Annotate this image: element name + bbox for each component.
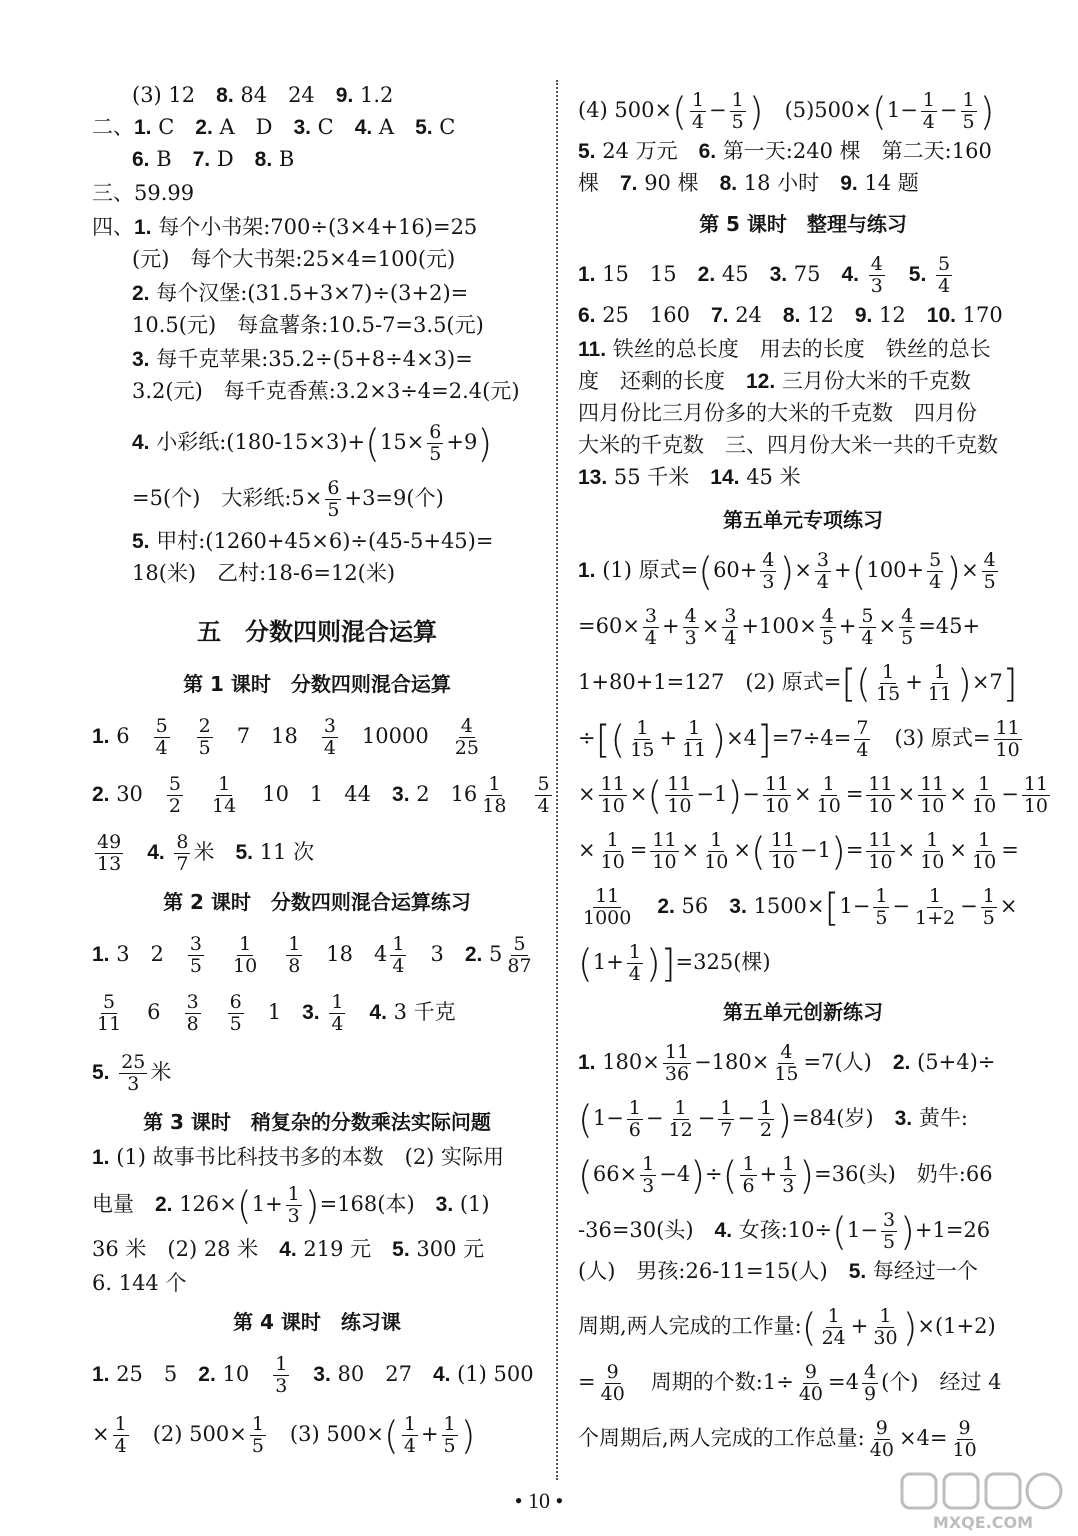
section-heading: 第五单元创新练习 [723, 1000, 883, 1024]
fraction: $\frac{11}{10}$ [868, 829, 893, 873]
answer-line: 二、1. C 2. A D 3. C 4. A 5. C [92, 115, 456, 139]
answer-line: (66× $\frac{1}{3}$ −4)÷( $\frac{1}{6}$ + $\frac{1}{3}$ )=36(头) 奶牛:66 [578, 1153, 993, 1198]
fraction: $\frac{1}{4}$ [691, 89, 705, 133]
answer-line: 13. 55 千米 14. 45 米 [578, 465, 801, 489]
fraction: $\frac{11}{10}$ [770, 829, 796, 873]
section-heading: 第 3 课时 稍复杂的分数乘法实际问题 [143, 1110, 491, 1134]
answer-line: 2. 每个汉堡:(31.5+3×7)÷(3+2)= [132, 281, 469, 305]
answer-line: 电量 2. 126×(1+ $\frac{1}{3}$ )=168(本) 3. (1) [92, 1183, 490, 1228]
page-number: • 10 • [514, 1488, 564, 1513]
answer-line: 1. (1) 原式=(60+ $\frac{4}{3}$ )× $\frac{3}{4}$ +(100+ $\frac{5}{4}$ )× $\frac{4}{5}$ [578, 549, 996, 594]
fraction: $\frac{1}{7}$ [720, 1097, 733, 1141]
answer-line: 个周期后,两人完成的工作总量: $\frac{9}{40}$ ×4= $\frac{9}{10}$ [578, 1417, 977, 1461]
fraction: $\frac{6}{5}$ [229, 991, 242, 1035]
fraction: $\frac{3}{5}$ [882, 1209, 896, 1253]
fraction: $\frac{1}{6}$ [628, 1097, 641, 1141]
answer-line: 5. 甲村:(1260+45×6)÷(45-5+45)= [132, 529, 494, 553]
fraction: $\frac{1}{3}$ [275, 1353, 288, 1397]
answer-line: 大米的千克数 三、四月份大米一共的千克数 [578, 433, 998, 457]
watermark-logo [898, 1470, 1068, 1532]
answer-line: 1+80+1=127 (2) 原式=[( $\frac{1}{15}$ + $\frac{1}{11}$ )×7] [578, 661, 1018, 706]
fraction: $\frac{11}{10}$ [868, 773, 893, 817]
fraction: $\frac{11}{10}$ [600, 773, 625, 817]
section-heading: 第 2 课时 分数四则混合运算练习 [163, 890, 471, 914]
fraction: $\frac{9}{10}$ [952, 1417, 977, 1461]
fraction: $\frac{6}{5}$ [327, 477, 340, 521]
fraction: $\frac{3}{4}$ [644, 605, 658, 649]
fraction: $\frac{1}{10}$ [920, 829, 945, 873]
fraction: $\frac{9}{40}$ [869, 1417, 894, 1461]
answer-line: $\frac{11}{1000}$ 2. 56 3. 1500×[1− $\frac{1}{5}$ − $\frac{1}{1+2}$ − $\frac{1}{5}$ × [583, 885, 1018, 930]
fraction: $\frac{1}{5}$ [251, 1413, 264, 1457]
fraction: $\frac{11}{10}$ [667, 773, 692, 817]
fraction: $\frac{4}{15}$ [774, 1041, 799, 1085]
answer-line: (人) 男孩:26-11=15(人) 5. 每经过一个 [578, 1259, 978, 1283]
fraction: $\frac{1}{10}$ [704, 829, 729, 873]
fraction: $\frac{1}{24}$ [821, 1305, 846, 1349]
fraction: $\frac{49}{13}$ [97, 831, 122, 875]
fraction: $\frac{1}{15}$ [630, 717, 655, 761]
answer-line: =60× $\frac{3}{4}$ + $\frac{4}{3}$ × $\frac{3}{4}$ +100× $\frac{4}{5}$ + $\frac{5}{4}$ × $\frac{4}{5}$ =45+ [578, 605, 981, 649]
fraction: $\frac{4}{25}$ [454, 715, 479, 759]
fraction: $\frac{11}{10}$ [1023, 773, 1048, 817]
fraction: $\frac{5}{4}$ [861, 605, 874, 649]
fraction: $\frac{1}{5}$ [962, 89, 975, 133]
answer-line: 3. 每千克苹果:35.2÷(5+8÷4×3)= [132, 347, 473, 371]
fraction: $\frac{1}{3}$ [287, 1183, 300, 1227]
fraction: $\frac{1}{5}$ [731, 89, 744, 133]
answer-line: (1− $\frac{1}{6}$ − $\frac{1}{12}$ − $\frac{1}{7}$ − $\frac{1}{2}$ )=84(岁) 3. 黄牛: [578, 1097, 968, 1142]
fraction: $\frac{1}{15}$ [876, 661, 901, 705]
fraction: $\frac{11}{10}$ [920, 773, 945, 817]
answer-line: 5. 24 万元 6. 第一天:240 棵 第二天:160 [578, 139, 992, 163]
fraction: $\frac{4}{5}$ [901, 605, 914, 649]
answer-line: 四、1. 每个小书架:700÷(3×4+16)=25 [92, 215, 478, 239]
answer-line: =5(个) 大彩纸:5× $\frac{6}{5}$ +3=9(个) [132, 477, 444, 521]
answer-line: -36=30(头) 4. 女孩:10÷(1− $\frac{3}{5}$ )+1=26 [578, 1209, 991, 1254]
fraction: $\frac{11}{1000}$ [583, 885, 632, 929]
fraction: $\frac{11}{10}$ [652, 829, 677, 873]
fraction: $\frac{3}{5}$ [189, 933, 203, 977]
fraction: $\frac{5}{2}$ [168, 773, 182, 817]
answer-line: 3.2(元) 每千克香蕉:3.2×3÷4=2.4(元) [132, 379, 520, 403]
fraction: $\frac{5}{4}$ [929, 549, 942, 593]
fraction: $\frac{1}{4}$ [922, 89, 935, 133]
answer-line: 1. 15 15 2. 45 3. 75 4. $\frac{4}{3}$ 5. $\frac{5}{4}$ [578, 253, 951, 297]
fraction: $\frac{1}{5}$ [982, 885, 995, 929]
fraction: $\frac{3}{8}$ [186, 991, 199, 1035]
fraction: $\frac{11}{36}$ [664, 1041, 690, 1085]
section-heading: 第 1 课时 分数四则混合运算 [183, 672, 451, 696]
answer-line: $\frac{49}{13}$ 4. $\frac{8}{7}$ 米 5. 11 次 [97, 831, 315, 875]
fraction: $\frac{1}{18}$ [482, 773, 507, 817]
answer-line: 18(米) 乙村:18-6=12(米) [132, 561, 396, 585]
fraction: $\frac{5}{11}$ [97, 991, 122, 1035]
fraction: $\frac{1}{10}$ [816, 773, 841, 817]
fraction: $\frac{11}{10}$ [764, 773, 790, 817]
fraction: $\frac{9}{40}$ [798, 1361, 824, 1405]
answer-line: × $\frac{11}{10}$ ×( $\frac{11}{10}$ −1)− $\frac{11}{10}$ × $\frac{1}{10}$ = $\frac{11}{10}$ × $\frac{11}{10}$ × $\frac{1}{10}$ − $\frac{11}{10}$ [578, 773, 1048, 818]
fraction: $\frac{25}{3}$ [121, 1051, 146, 1095]
answer-line: 四月份比三月份多的大米的千克数 四月份 [578, 401, 977, 425]
fraction: $\frac{1}{10}$ [600, 829, 625, 873]
fraction: $\frac{1}{11}$ [927, 661, 952, 705]
fraction: $\frac{1}{5}$ [875, 885, 888, 929]
fraction: $\frac{1}{10}$ [972, 829, 997, 873]
fraction: $\frac{1}{4}$ [392, 933, 405, 977]
fraction: $\frac{8}{7}$ [176, 831, 189, 875]
answer-line: 周期,两人完成的工作量:( $\frac{1}{24}$ + $\frac{1}{30}$ )×(1+2) [578, 1305, 996, 1350]
fraction: $\frac{1}{6}$ [742, 1153, 755, 1197]
fraction: $\frac{11}{10}$ [995, 717, 1020, 761]
answer-line: (4) 500×( $\frac{1}{4}$ − $\frac{1}{5}$ ) (5)500×(1− $\frac{1}{4}$ − $\frac{1}{5}$ ) [578, 89, 995, 134]
answer-line: × $\frac{1}{10}$ = $\frac{11}{10}$ × $\frac{1}{10}$ ×( $\frac{11}{10}$ −1)= $\frac{11}{10}$ × $\frac{1}{10}$ × $\frac{1}{10}$ = [578, 829, 1019, 874]
unit-title: 五 分数四则混合运算 [197, 618, 437, 646]
fraction: $\frac{4}{9}$ [864, 1361, 877, 1405]
answer-line: 1. (1) 故事书比科技书多的本数 (2) 实际用 [92, 1145, 505, 1169]
answer-line: 2. 30 $\frac{5}{2}$ $\frac{1}{14}$ 10 1 44 3. 2 16 $\frac{1}{18}$ $\frac{5}{4}$ [92, 773, 550, 817]
fraction: $\frac{1}{12}$ [668, 1097, 693, 1141]
answer-line: 4. 小彩纸:(180-15×3)+(15× $\frac{6}{5}$ +9) [132, 421, 493, 466]
fraction: $\frac{1}{4}$ [403, 1413, 416, 1457]
fraction: $\frac{5}{4}$ [937, 253, 951, 297]
fraction: $\frac{1}{4}$ [114, 1413, 127, 1457]
section-heading: 第 5 课时 整理与练习 [699, 212, 907, 236]
answer-line: $\frac{5}{11}$ 6 $\frac{3}{8}$ $\frac{6}{5}$ 1 3. $\frac{1}{4}$ 4. 3 千克 [97, 991, 456, 1035]
answer-line: (3) 12 8. 84 24 9. 1.2 [132, 83, 394, 107]
fraction: $\frac{1}{4}$ [331, 991, 344, 1035]
fraction: $\frac{1}{10}$ [972, 773, 997, 817]
fraction: $\frac{3}{4}$ [724, 605, 737, 649]
answer-line: 1. 25 5 2. 10 $\frac{1}{3}$ 3. 80 27 4. (1) 500 [92, 1353, 534, 1397]
answer-line: 6. 144 个 [92, 1271, 187, 1295]
answer-line: 度 还剩的长度 12. 三月份大米的千克数 [578, 369, 971, 393]
column-divider [556, 80, 558, 1480]
fraction: $\frac{3}{4}$ [323, 715, 336, 759]
answer-line: × $\frac{1}{4}$ (2) 500× $\frac{1}{5}$ (3) 500×( $\frac{1}{4}$ + $\frac{1}{5}$ ) [92, 1413, 476, 1458]
right-column [578, 0, 1048, 1480]
fraction: $\frac{5}{87}$ [507, 933, 532, 977]
answer-line: 1. 180× $\frac{11}{36}$ −180× $\frac{4}{15}$ =7(人) 2. (5+4)÷ [578, 1041, 996, 1085]
answer-line: 1. 6 $\frac{5}{4}$ $\frac{2}{5}$ 7 18 $\frac{3}{4}$ 10000 $\frac{4}{25}$ [92, 715, 479, 759]
answer-line: 棵 7. 90 棵 8. 18 小时 9. 14 题 [578, 171, 919, 195]
fraction: $\frac{1}{11}$ [682, 717, 707, 761]
fraction: $\frac{1}{4}$ [628, 941, 641, 985]
answer-line: (1+ $\frac{1}{4}$ )]=325(棵) [578, 941, 771, 986]
fraction: $\frac{4}{3}$ [684, 605, 697, 649]
fraction: $\frac{1}{8}$ [288, 933, 301, 977]
answer-line: 1. 3 2 $\frac{3}{5}$ $\frac{1}{10}$ $\frac{1}{8}$ 18 4 $\frac{1}{4}$ 3 2. 5 $\frac{5}{87}$ [92, 933, 532, 977]
answer-line: 5. $\frac{25}{3}$ 米 [92, 1051, 172, 1095]
fraction: $\frac{4}{5}$ [821, 605, 834, 649]
fraction: $\frac{2}{5}$ [198, 715, 211, 759]
answer-line: 10.5(元) 每盒薯条:10.5-7=3.5(元) [132, 313, 484, 337]
fraction: $\frac{1}{3}$ [782, 1153, 795, 1197]
answer-line: ÷[( $\frac{1}{15}$ + $\frac{1}{11}$ )×4]=7÷4= $\frac{7}{4}$ (3) 原式= $\frac{11}{10}$ [578, 717, 1020, 762]
fraction: $\frac{4}{5}$ [983, 549, 996, 593]
fraction: $\frac{3}{4}$ [816, 549, 830, 593]
answer-line: 三、59.99 [92, 181, 195, 205]
answer-line: = $\frac{9}{40}$ 周期的个数:1÷ $\frac{9}{40}$ =4 $\frac{4}{9}$ (个) 经过 4 [578, 1361, 1002, 1405]
answer-line: 6. 25 160 7. 24 8. 12 9. 12 10. 170 [578, 303, 1003, 327]
fraction: $\frac{1}{3}$ [642, 1153, 655, 1197]
fraction: $\frac{1}{2}$ [760, 1097, 773, 1141]
answer-line: (元) 每个大书架:25×4=100(元) [132, 247, 456, 271]
answer-line: 6. B 7. D 8. B [132, 147, 295, 171]
fraction: $\frac{4}{3}$ [870, 253, 883, 297]
fraction: $\frac{1}{14}$ [212, 773, 237, 817]
fraction: $\frac{1}{30}$ [873, 1305, 898, 1349]
fraction: $\frac{1}{10}$ [233, 933, 258, 977]
left-column [92, 0, 550, 1480]
fraction: $\frac{6}{5}$ [429, 421, 442, 465]
section-heading: 第 4 课时 练习课 [233, 1310, 401, 1334]
svg-text:MXQE.COM: MXQE.COM [932, 1513, 1034, 1532]
fraction: $\frac{5}{4}$ [537, 773, 550, 817]
section-heading: 第五单元专项练习 [723, 508, 883, 532]
fraction: $\frac{5}{4}$ [155, 715, 168, 759]
fraction: $\frac{1}{5}$ [443, 1413, 456, 1457]
fraction: $\frac{7}{4}$ [856, 717, 869, 761]
answer-line: 11. 铁丝的总长度 用去的长度 铁丝的总长 [578, 337, 991, 361]
fraction: $\frac{1}{1+2}$ [915, 885, 956, 929]
fraction: $\frac{4}{3}$ [762, 549, 775, 593]
answer-line: 36 米 (2) 28 米 4. 219 元 5. 300 元 [92, 1237, 485, 1261]
fraction: $\frac{9}{40}$ [600, 1361, 625, 1405]
